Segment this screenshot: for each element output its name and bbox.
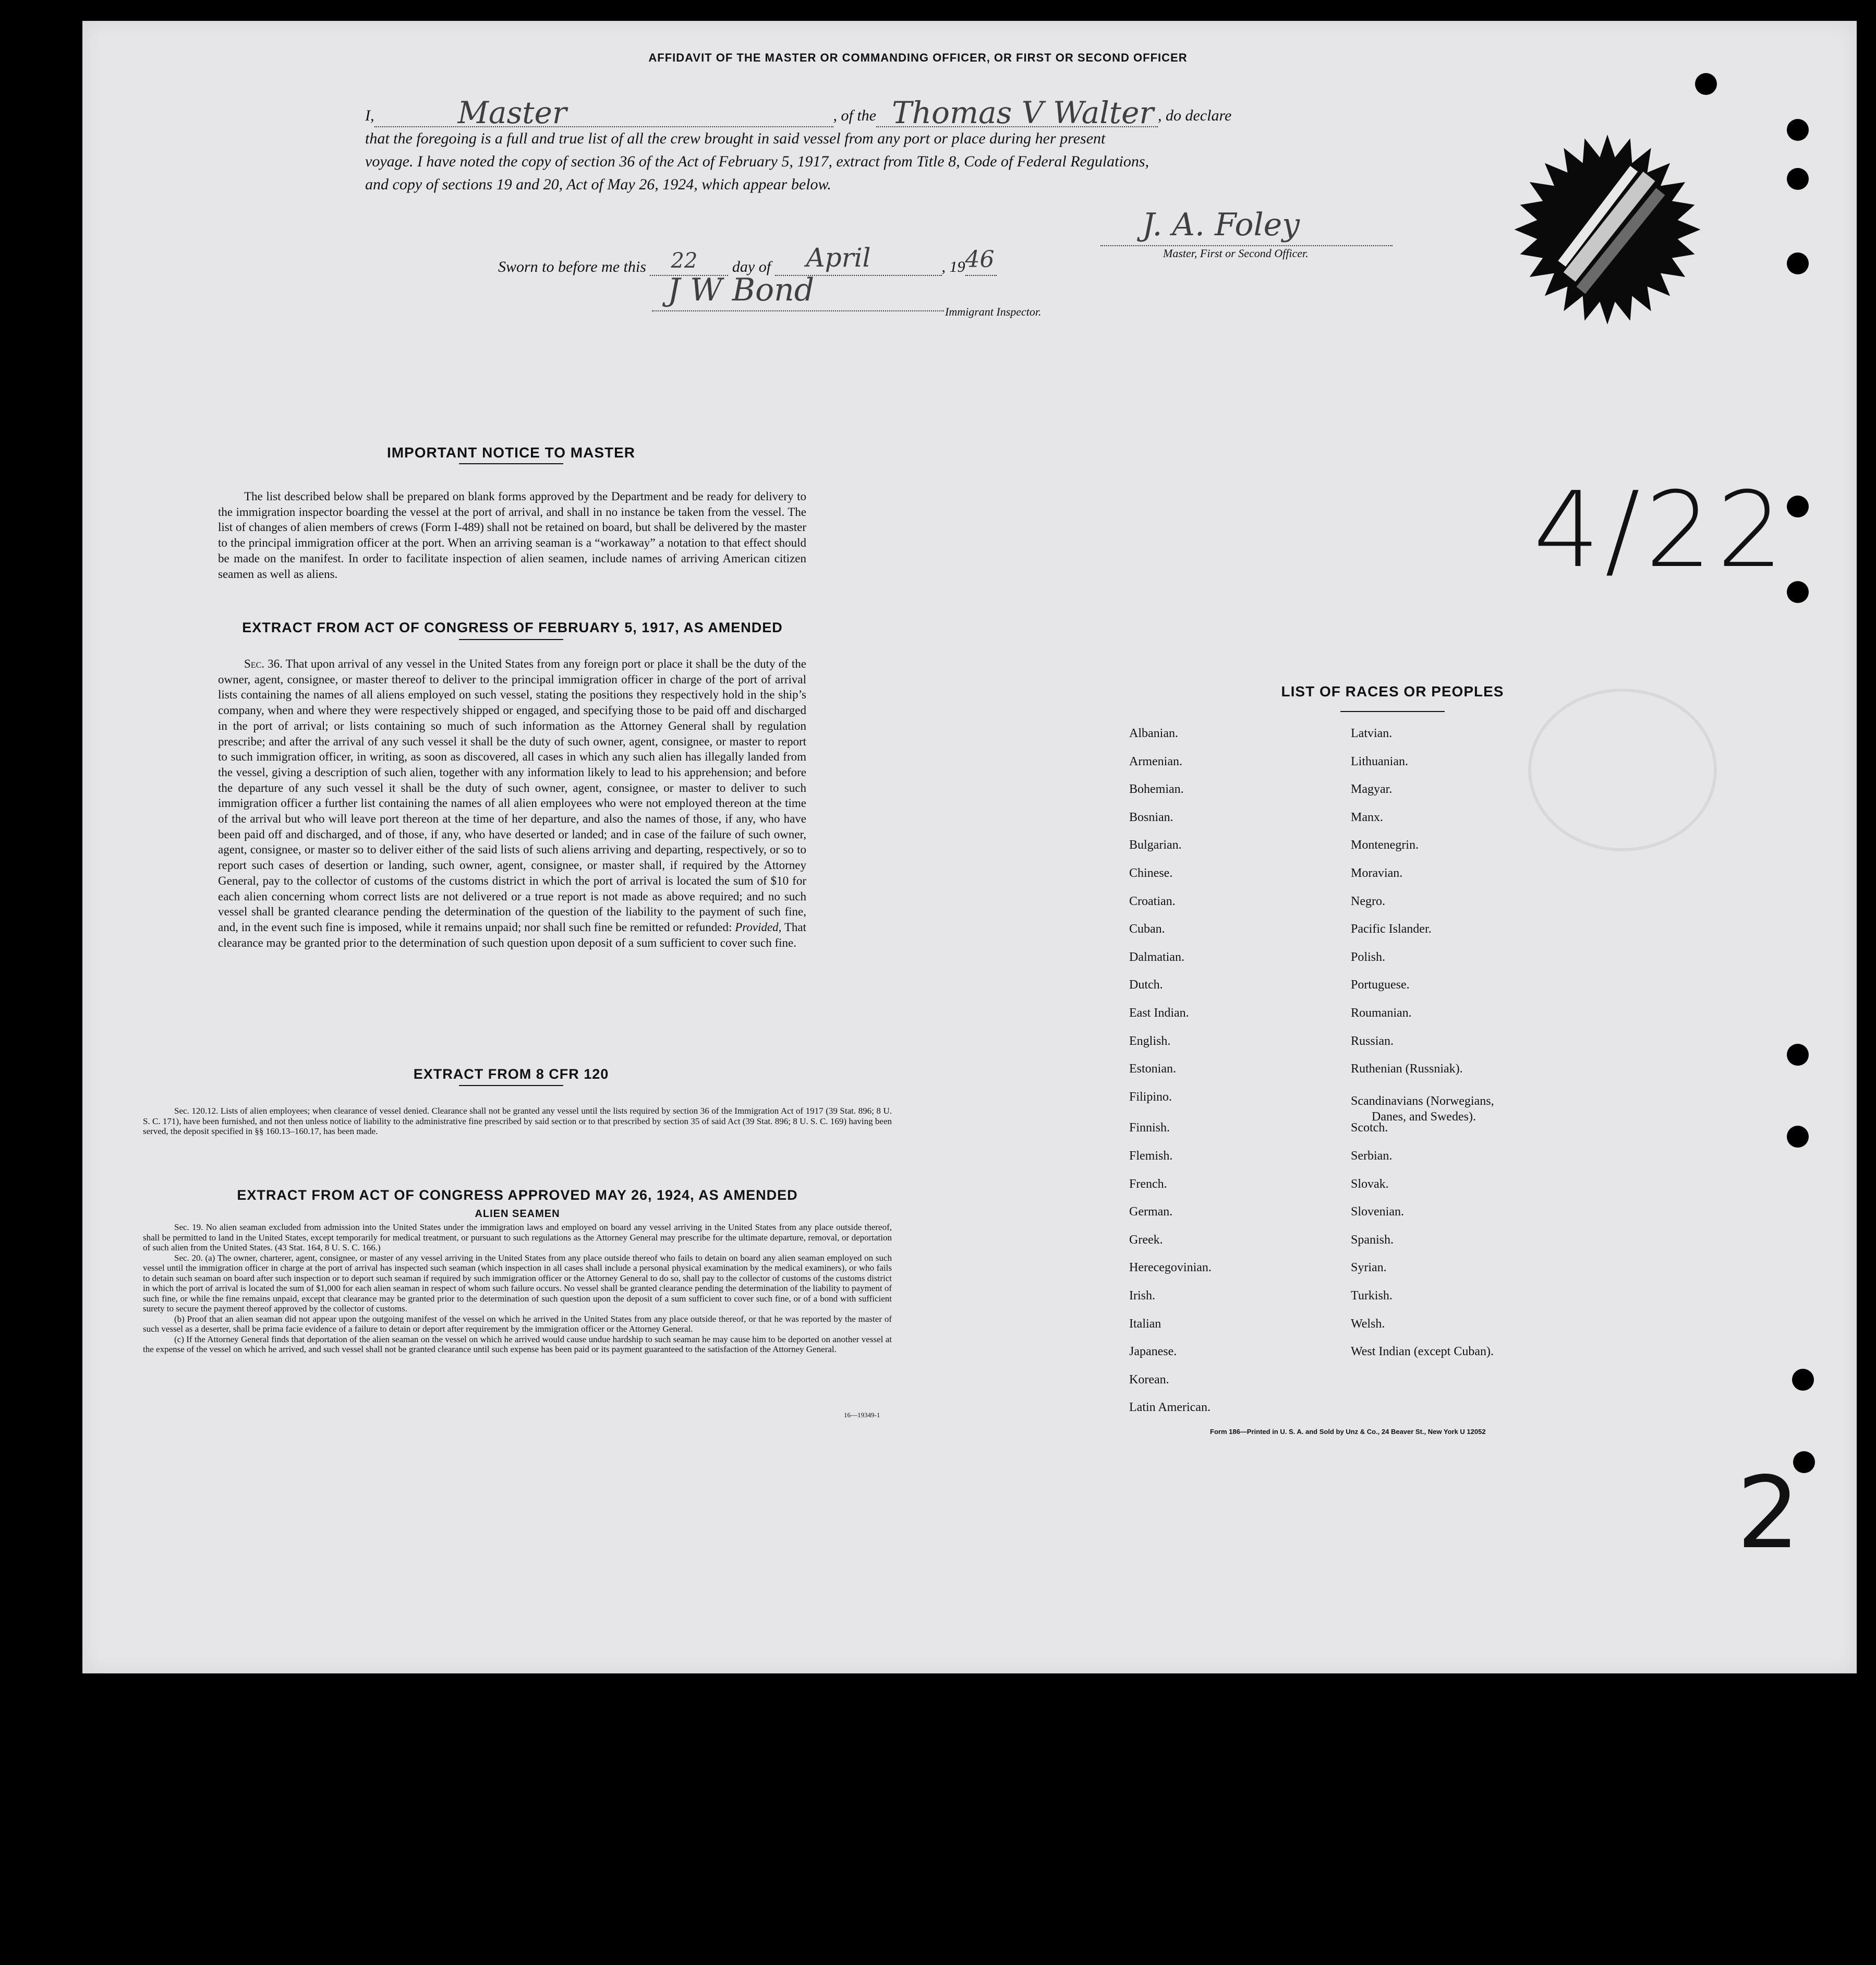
binder-hole-icon [1787, 252, 1809, 274]
master-signature: J. A. Foley [1142, 207, 1300, 243]
extract-cfr-title: EXTRACT FROM 8 CFR 120 [413, 1066, 609, 1082]
race-item: Moravian. [1351, 866, 1403, 880]
race-item: German. [1129, 1205, 1173, 1219]
race-item: Croatian. [1129, 894, 1176, 908]
inspector-signature: J W Bond [668, 272, 815, 308]
binder-hole-icon [1787, 1126, 1809, 1148]
race-item: Herecegovinian. [1129, 1261, 1212, 1275]
race-item: Bohemian. [1129, 782, 1184, 797]
extract-1924-body [143, 1222, 892, 1355]
race-item: Scandinavians (Norwegians, [1351, 1094, 1494, 1108]
race-item: Cuban. [1129, 922, 1165, 936]
race-item: Korean. [1129, 1372, 1169, 1387]
race-item: Estonian. [1129, 1062, 1176, 1076]
race-item: Syrian. [1351, 1261, 1387, 1275]
form-note: Form 186—Printed in U. S. A. and Sold by Unz & Co., 24 Beaver St., New York U 12052 [1210, 1428, 1486, 1436]
divider [459, 463, 563, 464]
race-item: Filipino. [1129, 1090, 1172, 1104]
extract-cfr-body: Sec. 120.12. Lists of alien employees; when clearance of vessel denied. Clearance shall not be granted any vessel until the lists required by section 36 of the Immigration Act of 1917 (39 Stat. 896; 8 U. S. C. 171), have been furnished, and not then unless notice of liability to the administrative fine prescribed by said section or to that prescribed by section 35 of said Act (39 Stat. 896; 8 U. S. C. 169) having been served, the deposit specified in §§ 160.13–160.17, has been made. [143, 1106, 892, 1136]
faint-stamp-icon [1528, 689, 1717, 851]
extract-1924-subtitle: ALIEN SEAMEN [475, 1208, 560, 1220]
race-item: Ruthenian (Russniak). [1351, 1062, 1463, 1076]
race-item: Bosnian. [1129, 810, 1173, 824]
section-text: That upon arrival of any vessel in the United States from any foreign port or place it shall be the duty of the owner, agent, consignee, or master thereof to deliver to the principal immigration officer in charge of the port of arrival lists containing the names of all aliens employed on such vessel, stating the positions they respectively hold in the ship’s company, when and where they were respectively shipped or engaged, and specifying those to be paid off and discharged in the port of arrival; or lists containing so much of such information as the Attorney General shall by regulation prescribe; and after the arrival of any such vessel it shall be the duty of such owner, agent, consignee, or master to report to such immigration officer, in writing, as soon as discovered, all cases in which any such alien has illegally landed from the vessel, giving a description of such alien, together with any information likely to lead to his apprehension; and before the departure of any such vessel it shall be the duty of such owner, agent, consignee, or master to deliver to such immigration officer a further list containing the names of all alien employees who were not employed thereon at the time of the arrival but who will leave port thereon at the time of her departure, and also the names of those, if any, who have been paid off and discharged, and of those, if any, who have deserted or landed; and in case of the failure of such owner, agent, consignee, or master so to deliver either of the said lists of such aliens arriving and departing, respectively, or so to report such cases of desertion or landing, such owner, agent, consignee, or master shall, if required by the Attorney General, pay to the collector of customs of the customs district in which the port of arrival is located the sum of $10 for each alien concerning whom correct lists are not delivered or a true report is not made as above required; and no such vessel shall be granted clearance pending the determination of the question of the liability to the payment of such fine, and, in the event such fine is imposed, while it remains unpaid; nor shall such fine be remitted or refunded: [218, 657, 806, 934]
races-title: LIST OF RACES OR PEOPLES [1281, 683, 1504, 700]
binder-hole-icon [1787, 168, 1809, 190]
margin-date-handwriting: 4/22 [1533, 469, 1789, 591]
race-item: Magyar. [1351, 782, 1393, 797]
race-item: Flemish. [1129, 1149, 1173, 1163]
master-caption: Master, First or Second Officer. [1163, 247, 1309, 260]
section-label: Sec. 36. [244, 657, 283, 670]
race-item: Negro. [1351, 894, 1385, 908]
race-item: Dutch. [1129, 978, 1163, 992]
section-20b: (b) Proof that an alien seaman did not appear upon the outgoing manifest of the vessel on which he arrived in the United States from any place outside thereof, or that he was reported by the master of such vessel as a deserter, shall be prima facie evidence of a failure to detain or deport after requirement by the immigration officer or the Attorney General. [143, 1313, 892, 1334]
race-item: Pacific Islander. [1351, 922, 1432, 936]
race-item: Dalmatian. [1129, 950, 1184, 964]
inspector-caption: Immigrant Inspector. [945, 305, 1042, 318]
race-item: Latin American. [1129, 1401, 1211, 1415]
race-item: Slovak. [1351, 1177, 1389, 1191]
race-item: Portuguese. [1351, 978, 1410, 992]
declaration-block [365, 95, 1408, 196]
proviso-label: Provided, [735, 920, 782, 934]
inspector-signature-line [652, 272, 944, 311]
divider [1340, 711, 1445, 712]
sworn-year-prefix: , 19 [941, 258, 965, 275]
race-item: Spanish. [1351, 1233, 1394, 1247]
affidavit-title: AFFIDAVIT OF THE MASTER OR COMMANDING OFFICER, OR FIRST OR SECOND OFFICER [648, 51, 1188, 64]
race-item: Turkish. [1351, 1289, 1393, 1303]
race-item: Italian [1129, 1317, 1161, 1331]
race-item: Slovenian. [1351, 1205, 1404, 1219]
sworn-day: 22 [671, 249, 698, 273]
binder-hole-icon [1787, 581, 1809, 603]
master-signature-line [1100, 207, 1393, 246]
race-item: Polish. [1351, 950, 1386, 964]
sworn-month: April [806, 243, 871, 273]
section-20a: Sec. 20. (a) The owner, charterer, agent, consignee, or master of any vessel arriving in the United States from any place outside thereof who fails to detain on board any alien seaman employed on such vessel until the immigration officer in charge at the port of arrival has inspected such seaman (which inspection in all cases shall include a personal physical examination by the medical examiners), or who fails to detain such seaman on board after such inspection or to deport such seaman if required by such immigration officer or the Attorney General to do so, shall pay to the collector of customs of the customs district in which the port of arrival is located the sum of $1,000 for each alien seaman in respect of whom such failure occurs. No vessel shall be granted clearance pending the determination of the liability to payment of such fine, or while the fine remains unpaid, except that clearance may be granted prior to the determination of such question upon the deposit of a sum sufficient to cover such fine, or of a bond with sufficient surety to secure the payment thereof approved by the collector of customs. [143, 1252, 892, 1313]
wax-seal-icon [1512, 135, 1702, 324]
binder-hole-icon [1695, 73, 1717, 95]
binder-hole-icon [1787, 1044, 1809, 1066]
binder-hole-icon [1787, 119, 1809, 141]
race-item: Welsh. [1351, 1317, 1385, 1331]
race-item: Irish. [1129, 1289, 1155, 1303]
binder-hole-icon [1787, 496, 1809, 517]
declaration-suffix: , do declare [1158, 107, 1232, 124]
race-item: Scotch. [1351, 1121, 1388, 1135]
declaration-line-4: and copy of sections 19 and 20, Act of May 26, 1924, which appear below. [365, 176, 831, 193]
declaration-prefix: I, [365, 107, 374, 124]
race-item: Greek. [1129, 1233, 1163, 1247]
sworn-day-word: day of [732, 258, 771, 275]
race-item: Russian. [1351, 1034, 1394, 1048]
declaration-line-3: voyage. I have noted the copy of section 36 of the Act of February 5, 1917, extract from Title 8, Code of Federal Regulations, [365, 153, 1149, 170]
extract-1917-title: EXTRACT FROM ACT OF CONGRESS OF FEBRUARY 5, 1917, AS AMENDED [242, 620, 783, 635]
page-mark-handwriting: 2 [1737, 1455, 1800, 1571]
proviso-text: That clearance may be granted prior to the determination of such question upon deposit of a sum sufficient to cover such fine. [218, 920, 806, 949]
name-field [374, 95, 833, 130]
sworn-prefix: Sworn to before me this [498, 258, 646, 275]
race-item: French. [1129, 1177, 1167, 1191]
notice-title: IMPORTANT NOTICE TO MASTER [386, 444, 636, 461]
race-item: Japanese. [1129, 1345, 1177, 1359]
extract-1924-title: EXTRACT FROM ACT OF CONGRESS APPROVED MAY 26, 1924, AS AMENDED [237, 1187, 798, 1203]
binder-hole-icon [1792, 1369, 1814, 1391]
race-item: Armenian. [1129, 754, 1182, 768]
race-item: Chinese. [1129, 866, 1173, 880]
name-handwriting: Master [457, 95, 567, 130]
section-20c: (c) If the Attorney General finds that deportation of the alien seaman on the vessel on which he arrived would cause undue hardship to such seaman he may cause him to be deported on another vessel at the expense of the vessel on which he arrived, and such vessel shall not be granted clearance until such expense has been paid or its payment guaranteed to the satisfaction of the Attorney General. [143, 1334, 892, 1354]
race-item: Manx. [1351, 810, 1383, 824]
print-code: 16—19349-1 [844, 1411, 880, 1419]
race-item: English. [1129, 1034, 1171, 1048]
race-item: West Indian (except Cuban). [1351, 1345, 1494, 1359]
race-item: Latvian. [1351, 727, 1393, 740]
race-item: Roumanian. [1351, 1006, 1412, 1020]
race-item: Lithuanian. [1351, 754, 1408, 768]
divider [459, 1085, 563, 1086]
race-item: Albanian. [1129, 727, 1178, 740]
declaration-line-1 [365, 95, 1408, 130]
sworn-year-field [965, 246, 997, 276]
race-item: Serbian. [1351, 1149, 1393, 1163]
race-item: Montenegrin. [1351, 838, 1419, 852]
vessel-handwriting: Thomas V Walter [892, 95, 1154, 130]
vessel-field [876, 95, 1158, 130]
race-item: Danes, and Swedes). [1372, 1110, 1476, 1124]
sworn-year: 46 [965, 246, 995, 273]
extract-1917-body [218, 656, 806, 950]
divider [459, 639, 563, 640]
race-item: East Indian. [1129, 1006, 1189, 1020]
declaration-mid: , of the [833, 107, 876, 124]
declaration-line-2: that the foregoing is a full and true list of all the crew brought in said vessel from any port or place during her present [365, 130, 1106, 147]
race-item: Finnish. [1129, 1121, 1170, 1135]
section-19: Sec. 19. No alien seaman excluded from admission into the United States under the immigration laws and employed on board any vessel arriving in the United States from any place outside thereof, shall be permitted to land in the United States, except temporarily for medical treatment, or pursuant to such regulations as the Attorney General may prescribe for the ultimate departure, removal, or deportation of such alien from the United States. (43 Stat. 164, 8 U. S. C. 166.) [143, 1222, 892, 1252]
notice-body: The list described below shall be prepared on blank forms approved by the Department and be ready for delivery to the immigration inspector boarding the vessel at the port of arrival, and shall in no instance be taken from the vessel. The list of changes of alien members of crews (Form I-489) shall not be retained on board, but shall be delivered by the master to the principal immigration officer at the port. When an arriving seaman is a “workaway” a notation to that effect should be made on the manifest. In order to facilitate inspection of alien seamen, include names of arriving American citizen seamen as well as aliens. [218, 490, 806, 581]
race-item: Bulgarian. [1129, 838, 1182, 852]
